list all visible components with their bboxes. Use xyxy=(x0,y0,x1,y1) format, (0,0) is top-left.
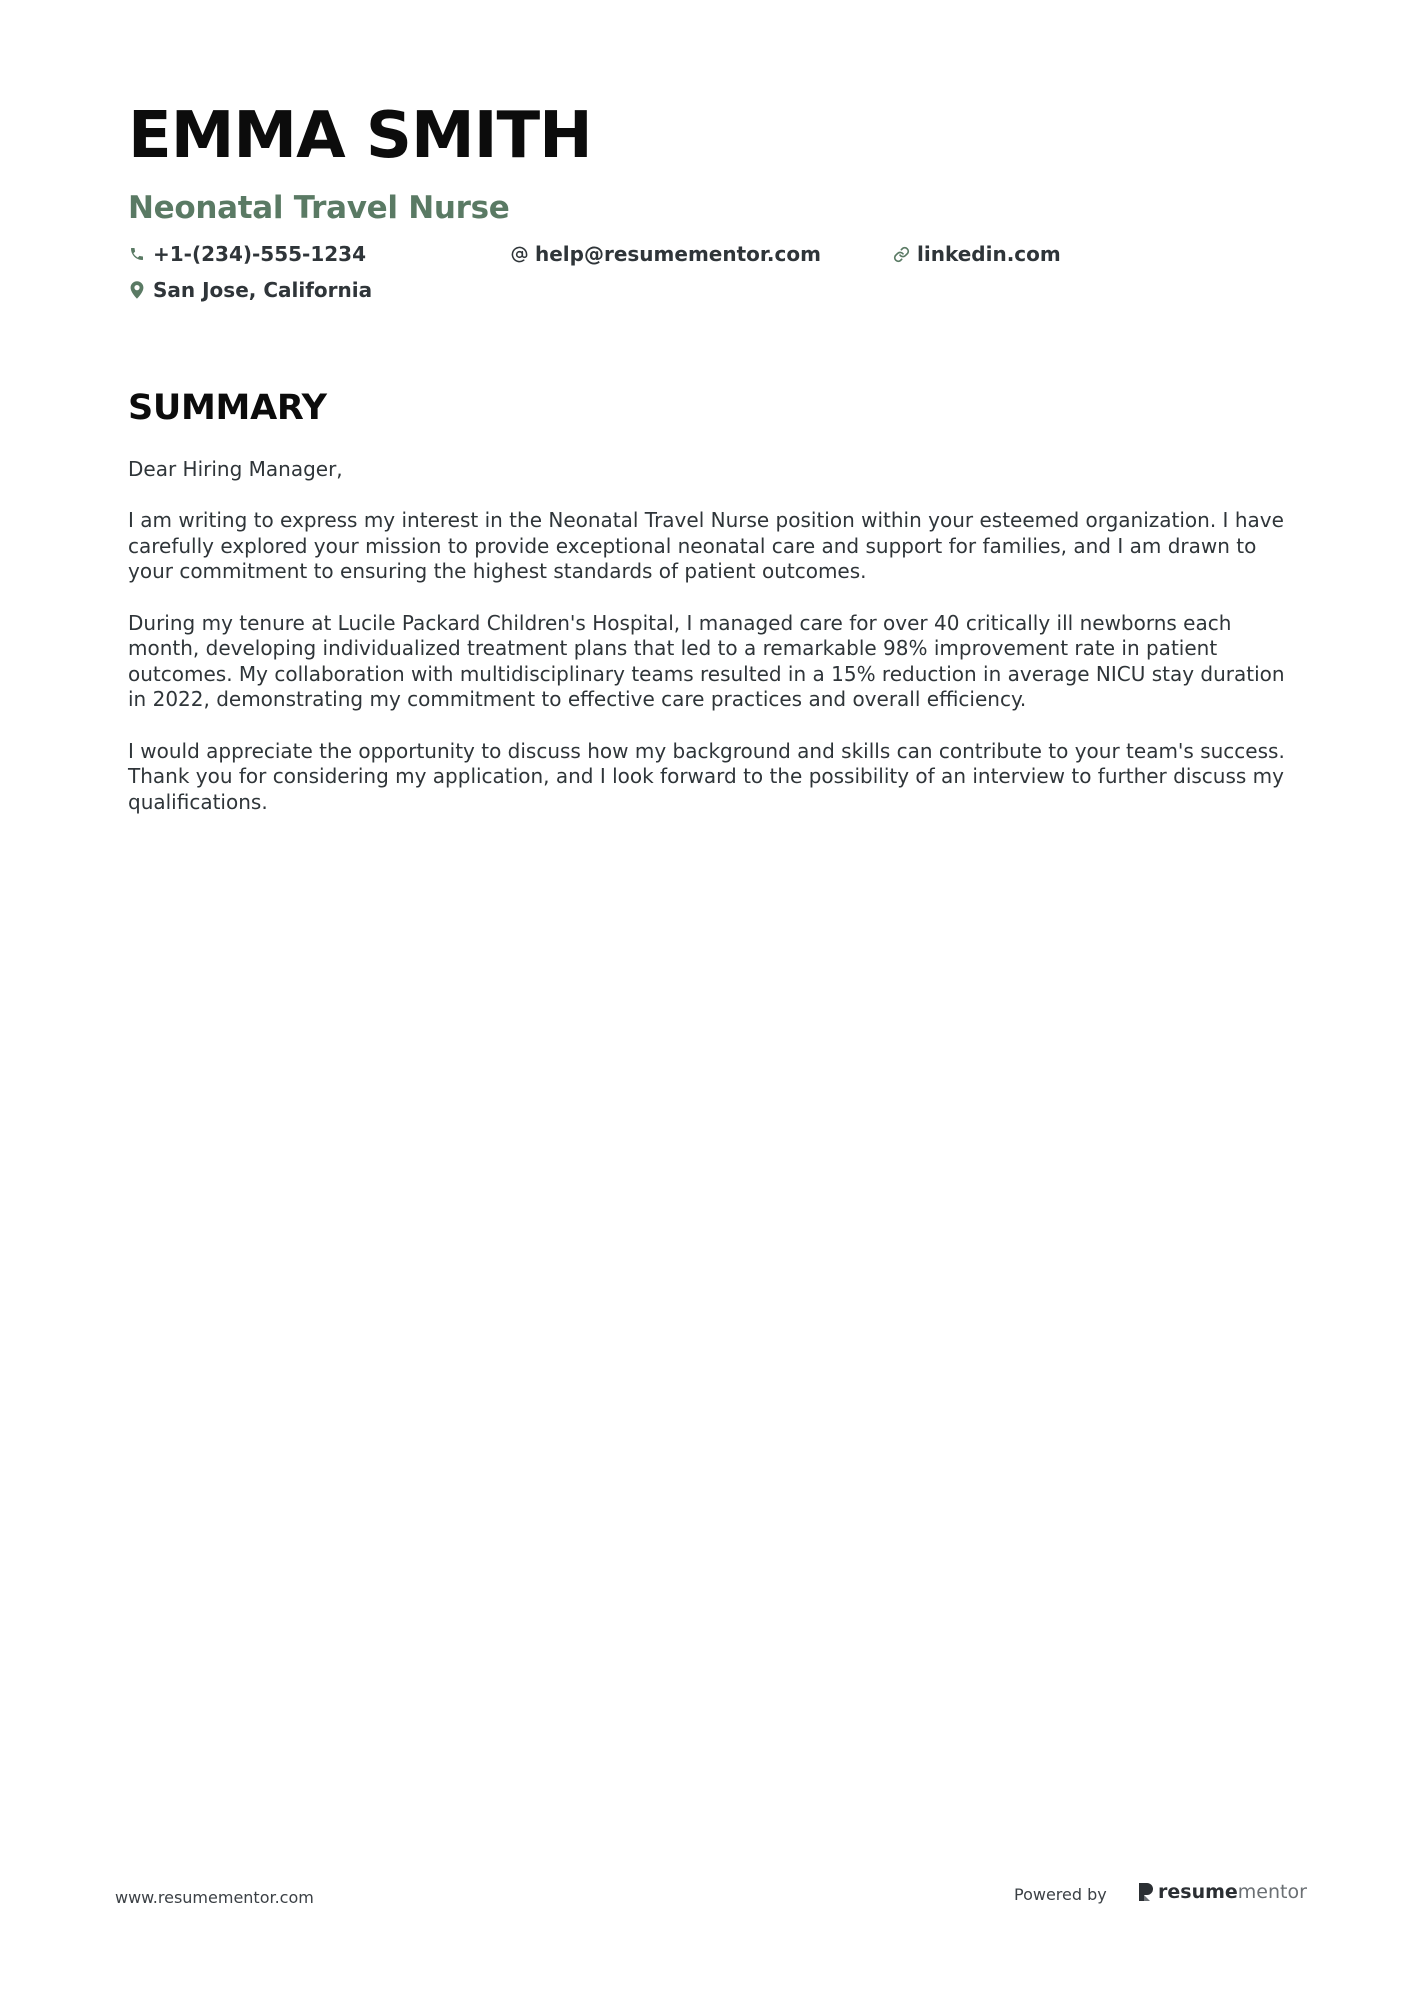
contact-location-text: San Jose, California xyxy=(153,278,373,302)
summary-heading: SUMMARY xyxy=(128,388,327,428)
contact-website xyxy=(892,244,1061,264)
contact-email-text[interactable]: help@resumementor.com xyxy=(535,242,821,266)
brand-name-part-1: resume xyxy=(1158,1880,1238,1903)
at-sign-icon xyxy=(510,245,528,263)
summary-body xyxy=(128,457,1298,841)
footer-powered-by: Powered by xyxy=(1014,1885,1107,1904)
summary-paragraph: I am writing to express my interest in the Neonatal Travel Nurse position within your esteemed organization. I have carefully explored your mission to provide exceptional neonatal care and support for families, and I am drawn to your commitment to ensuring the highest standards of patient outcomes. xyxy=(128,508,1284,584)
map-pin-icon xyxy=(128,281,146,299)
contact-email xyxy=(510,244,821,264)
footer-website[interactable]: www.resumementor.com xyxy=(115,1888,314,1907)
brand-name-part-2: mentor xyxy=(1237,1880,1307,1903)
contact-location xyxy=(128,280,372,300)
salutation: Dear Hiring Manager, xyxy=(128,457,343,481)
candidate-title: Neonatal Travel Nurse xyxy=(128,190,510,226)
phone-icon xyxy=(128,245,146,263)
summary-paragraph: During my tenure at Lucile Packard Children's Hospital, I managed care for over 40 critically ill newborns each month, developing individualized treatment plans that led to a remarkable 98% improvement rate in patient outcomes. My collaboration with multidisciplinary teams resulted in a 15% reduction in average NICU stay duration in 2022, demonstrating my commitment to effective care practices and overall efficiency. xyxy=(128,610,1285,712)
contact-website-text[interactable]: linkedin.com xyxy=(917,242,1061,266)
footer-brand-logo[interactable] xyxy=(1137,1882,1307,1902)
resumementor-logo-icon xyxy=(1137,1882,1154,1902)
contact-phone-text: +1-(234)-555-1234 xyxy=(153,242,367,266)
link-icon xyxy=(892,245,910,263)
candidate-name: EMMA SMITH xyxy=(128,99,592,173)
contact-phone xyxy=(128,244,366,264)
summary-paragraph: I would appreciate the opportunity to discuss how my background and skills can contribute to your team's success. Thank you for considering my application, and I look forward to the possibility of an interview to further discuss my qualifications. xyxy=(128,738,1285,814)
